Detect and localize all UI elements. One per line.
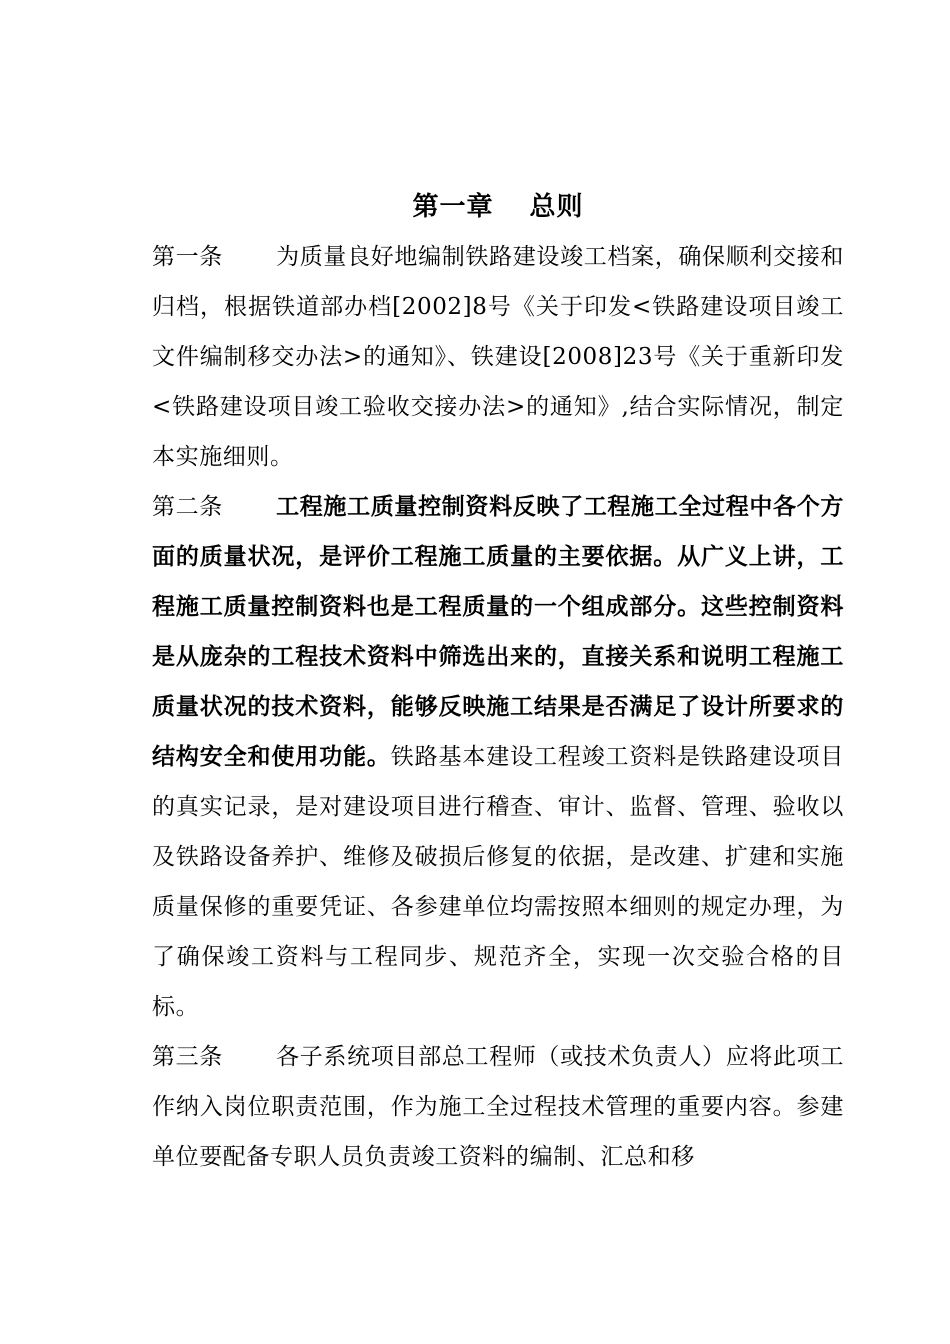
chapter-name: 总则 [529, 192, 584, 222]
chapter-heading [152, 182, 844, 232]
chapter-number: 第一章 [412, 192, 494, 222]
document-page [152, 182, 844, 1182]
article-1 [152, 232, 844, 482]
article-text: 为质量良好地编制铁路建设竣工档案，确保顺利交接和归档，根据铁道部办档[2002]8号《关于印发<铁路建设项目竣工文件编制移交办法>的通知》、铁建设[2008]23号《关于重新印发<铁路建设项目竣工验收交接办法>的通知》,结合实际情况，制定本实施细则。 [152, 244, 844, 470]
article-2 [152, 482, 844, 1032]
article-label: 第三条 [152, 1044, 223, 1070]
article-3 [152, 1032, 844, 1182]
article-label: 第一条 [152, 244, 223, 270]
article-text: 铁路基本建设工程竣工资料是铁路建设项目的真实记录，是对建设项目进行稽查、审计、监督、管理、验收以及铁路设备养护、维修及破损后修复的依据，是改建、扩建和实施质量保修的重要凭证、各参建单位均需按照本细则的规定办理，为了确保竣工资料与工程同步、规范齐全，实现一次交验合格的目标。 [152, 744, 845, 1020]
article-text: 各子系统项目部总工程师（或技术负责人）应将此项工作纳入岗位职责范围，作为施工全过程技术管理的重要内容。参建单位要配备专职人员负责竣工资料的编制、汇总和移 [152, 1044, 844, 1170]
article-label: 第二条 [152, 494, 223, 520]
article-bold-text: 工程施工质量控制资料反映了工程施工全过程中各个方面的质量状况，是评价工程施工质量的主要依据。从广义上讲，工程施工质量控制资料也是工程质量的一个组成部分。这些控制资料是从庞杂的工程技术资料中筛选出来的，直接关系和说明工程施工质量状况的技术资料，能够反映施工结果是否满足了设计所要求的结构安全和使用功能。 [152, 493, 844, 770]
